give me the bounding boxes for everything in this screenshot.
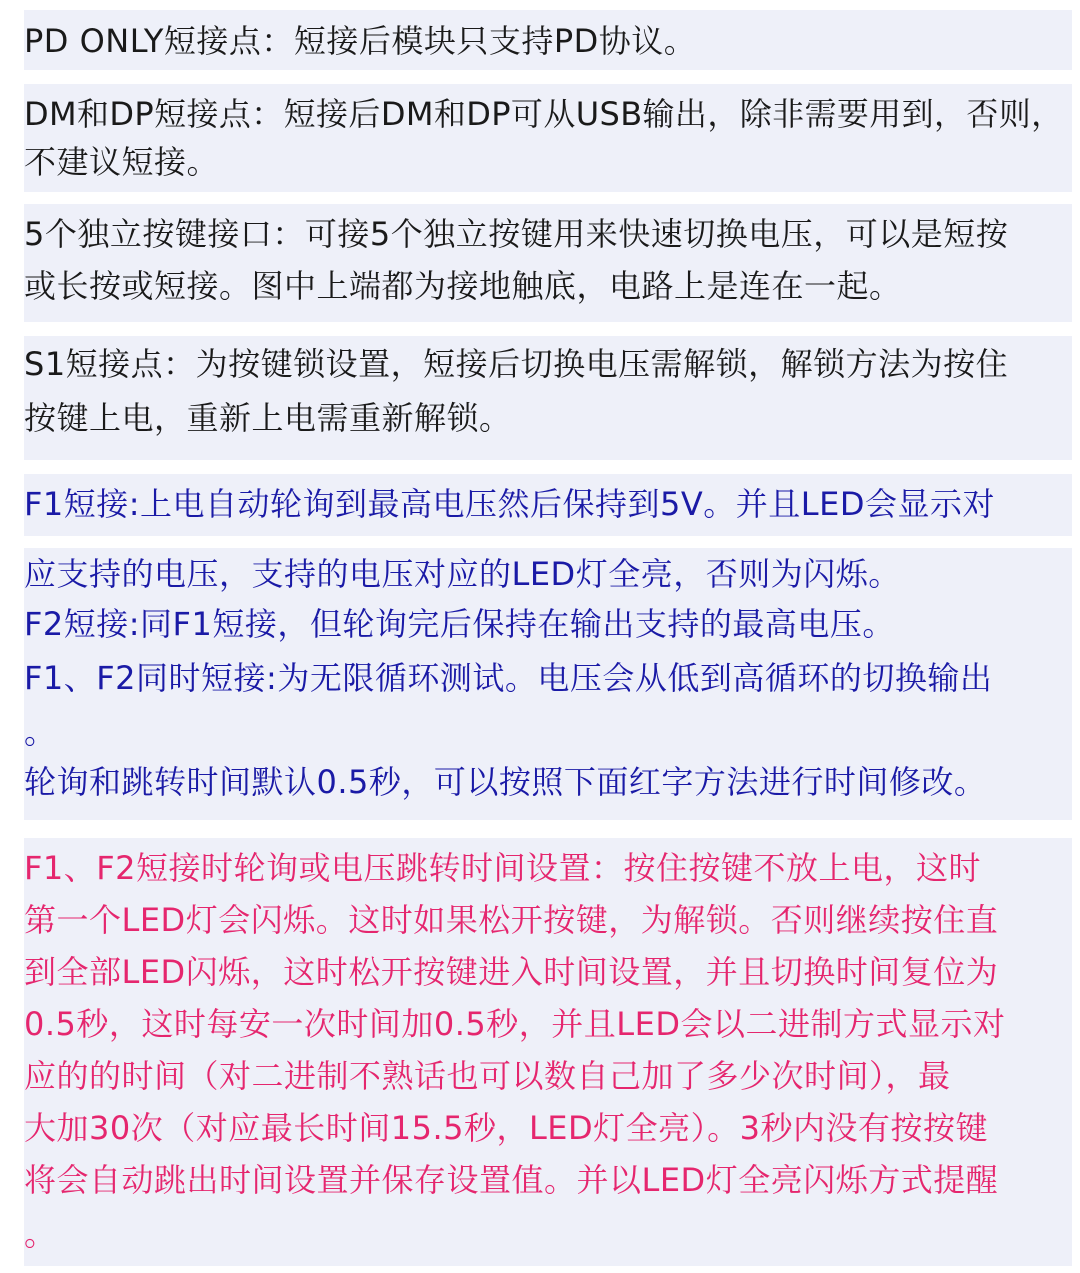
note-line: F1、F2同时短接:为无限循环测试。电压会从低到高循环的切换输出 xyxy=(24,659,993,697)
note-pd-only xyxy=(24,10,1072,70)
note-line: 将会自动跳出时间设置并保存设置值。并以LED灯全亮闪烁方式提醒 xyxy=(24,1161,999,1199)
note-line: 0.5秒，这时每安一次时间加0.5秒，并且LED会以二进制方式显示对 xyxy=(24,1005,1006,1043)
note-time-setting xyxy=(24,838,1072,1266)
note-f1 xyxy=(24,474,1072,536)
note-line: 不建议短接。 xyxy=(24,143,220,181)
note-f-modes xyxy=(24,548,1072,820)
note-line: 大加30次（对应最长时间15.5秒，LED灯全亮）。3秒内没有按按键 xyxy=(24,1109,989,1147)
note-s1 xyxy=(24,336,1072,460)
note-line: 第一个LED灯会闪烁。这时如果松开按键，为解锁。否则继续按住直 xyxy=(24,901,999,939)
note-line: F2短接:同F1短接，但轮询完后保持在输出支持的最高电压。 xyxy=(24,605,895,643)
note-line: F1、F2短接时轮询或电压跳转时间设置：按住按键不放上电，这时 xyxy=(24,849,982,887)
note-line: 应的的时间（对二进制不熟话也可以数自己加了多少次时间），最 xyxy=(24,1057,951,1095)
note-line: DM和DP短接点：短接后DM和DP可从USB输出，除非需要用到，否则， xyxy=(24,95,1064,133)
note-line: PD ONLY短接点：短接后模块只支持PD协议。 xyxy=(24,22,697,60)
note-line: 按键上电，重新上电需重新解锁。 xyxy=(24,399,512,437)
note-line: S1短接点：为按键锁设置，短接后切换电压需解锁，解锁方法为按住 xyxy=(24,345,1009,383)
note-line: 。 xyxy=(24,713,57,751)
note-dm-dp xyxy=(24,84,1072,192)
note-buttons xyxy=(24,204,1072,322)
note-line: 。 xyxy=(24,1215,57,1253)
note-line: 到全部LED闪烁，这时松开按键进入时间设置，并且切换时间复位为 xyxy=(24,953,999,991)
note-line: 5个独立按键接口：可接5个独立按键用来快速切换电压，可以是短按 xyxy=(24,215,1009,253)
note-line: 应支持的电压，支持的电压对应的LED灯全亮，否则为闪烁。 xyxy=(24,555,901,593)
note-line: 轮询和跳转时间默认0.5秒，可以按照下面红字方法进行时间修改。 xyxy=(24,763,987,801)
note-line: F1短接:上电自动轮询到最高电压然后保持到5V。并且LED会显示对 xyxy=(24,485,995,523)
note-line: 或长按或短接。图中上端都为接地触底，电路上是连在一起。 xyxy=(24,267,902,305)
